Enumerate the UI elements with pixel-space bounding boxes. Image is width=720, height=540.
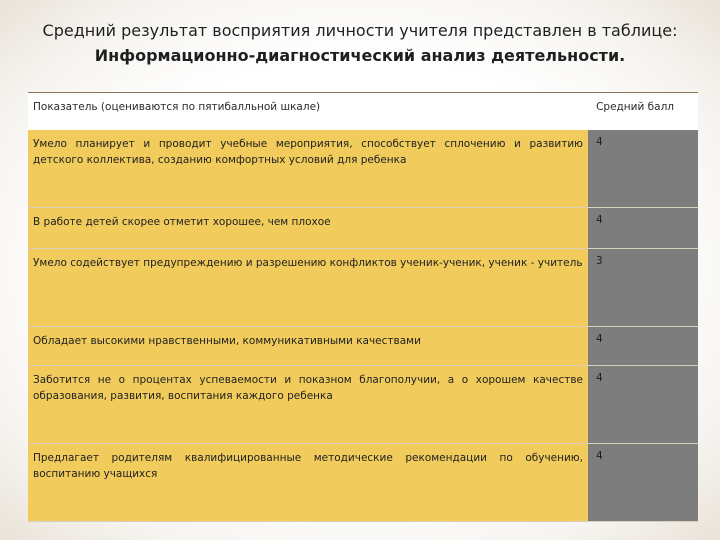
score-cell: 4 <box>588 208 698 248</box>
table-row <box>28 249 698 327</box>
table-row <box>28 327 698 366</box>
table-row <box>28 208 698 249</box>
table-row <box>28 444 698 522</box>
indicator-cell: Заботится не о процентах успеваемости и показном благополучии, а о хорошем качестве образования, развития, воспитания каждого ребенка <box>28 366 588 443</box>
slide-title <box>0 18 720 68</box>
table-row <box>28 366 698 444</box>
score-cell: 3 <box>588 249 698 326</box>
score-cell: 4 <box>588 130 698 207</box>
score-cell: 4 <box>588 444 698 521</box>
table-row <box>28 130 698 208</box>
results-table <box>28 130 698 522</box>
title-line-1: Средний результат восприятия личности учителя представлен в таблице: <box>42 21 678 40</box>
indicator-cell: Умело планирует и проводит учебные мероприятия, способствует сплочению и развитию детского коллектива, созданию комфортных условий для ребенка <box>28 130 588 207</box>
header-indicator: Показатель (оцениваются по пятибалльной шкале) <box>33 101 321 113</box>
title-line-2: Информационно-диагностический анализ деятельности. <box>94 46 626 65</box>
indicator-cell: Умело содействует предупреждению и разрешению конфликтов ученик-ученик, ученик - учитель <box>28 249 588 326</box>
indicator-cell: Обладает высокими нравственными, коммуникативными качествами <box>28 327 588 365</box>
score-cell: 4 <box>588 327 698 365</box>
indicator-cell: Предлагает родителям квалифицированные методические рекомендации по обучению, воспитанию учащихся <box>28 444 588 521</box>
header-average: Средний балл <box>596 101 674 113</box>
score-cell: 4 <box>588 366 698 443</box>
indicator-cell: В работе детей скорее отметит хорошее, чем плохое <box>28 208 588 248</box>
table-header <box>28 92 698 131</box>
